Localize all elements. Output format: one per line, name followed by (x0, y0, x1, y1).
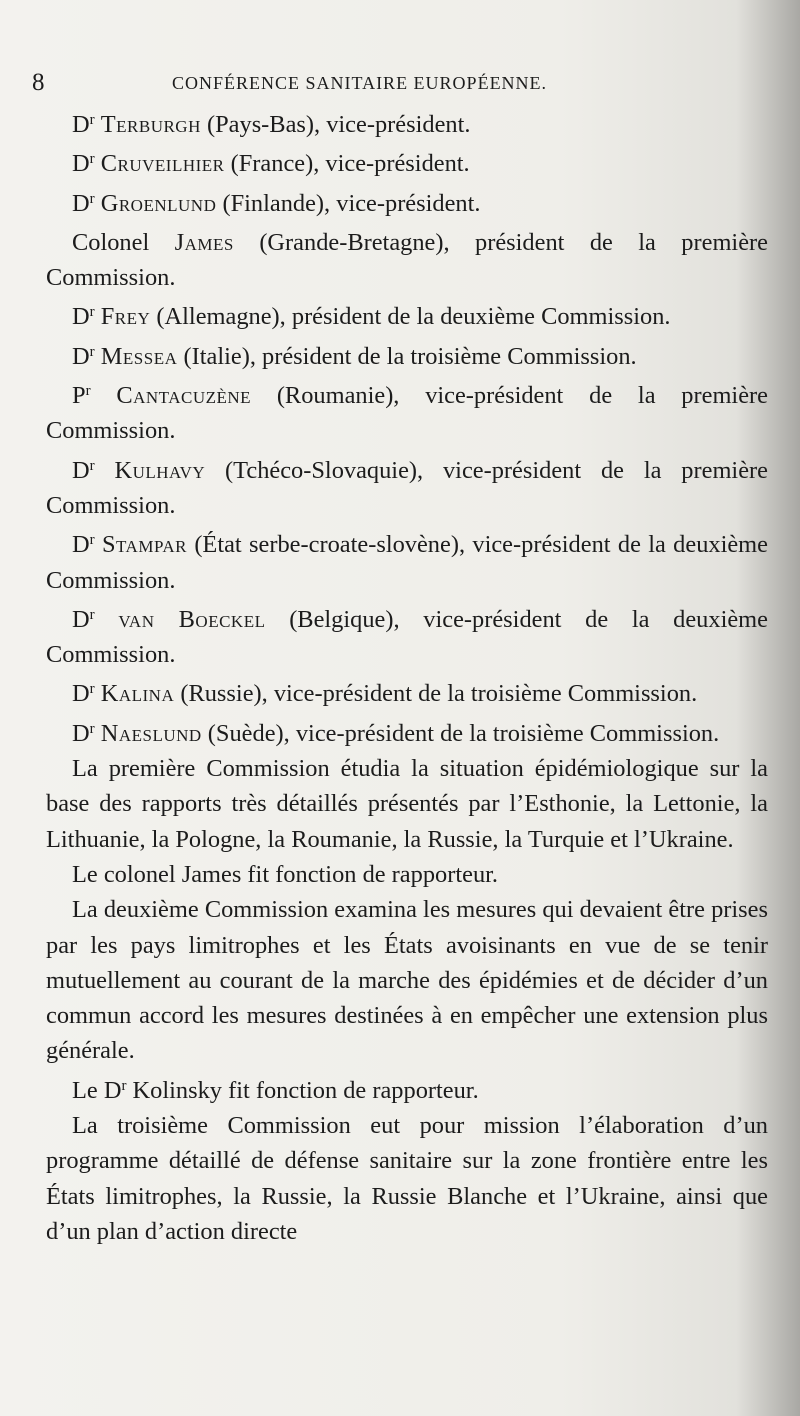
entry-kalina: $D^r$ Kalina (Russie), vice-président de la troisième Commission. (72, 680, 698, 708)
page-number: 8 (32, 69, 45, 96)
entry-james: Colonel James (Grande-Bretagne), président de la première Commission. (46, 228, 768, 292)
entry-kulhavy: $D^r$ Kulhavy (Tchéco-Slovaquie), vice-président de la première Commission. (46, 456, 768, 519)
paragraph-second-commission: La deuxième Commission examina les mesures qui devaient être prises par les pays limitrophes et les États avoisinants en vue de se tenir mutuellement au courant de la marche des épidémies et de décider d’un commun accord les mesures destinées à en empêcher une extension plus générale. (46, 896, 768, 1065)
entry-frey: $D^r$ Frey (Allemagne), président de la deuxième Commission. (72, 303, 671, 331)
entry-naeslund: $D^r$ Naeslund (Suède), vice-président de la troisième Commission. (72, 719, 720, 747)
entry-cruveilhier: $D^r$ Cruveilhier (France), vice-président. (72, 150, 470, 178)
entry-messea: $D^r$ Messea (Italie), président de la troisième Commission. (72, 342, 637, 370)
entry-stampar: $D^r$ Stampar (État serbe-croate-slovène), vice-président de la deuxième Commission. (46, 531, 768, 594)
page-body (46, 103, 768, 1249)
entry-terburgh: $D^r$ Terburgh (Pays-Bas), vice-président. (72, 111, 471, 138)
running-title: CONFÉRENCE SANITAIRE EUROPÉENNE. (172, 73, 548, 93)
paragraph-first-commission: La première Commission étudia la situation épidémiologique sur la base des rapports très détaillés présentés par l’Esthonie, la Lettonie, la Lithuanie, la Pologne, la Roumanie, la Russie, la Turquie et l’Ukraine. (46, 755, 768, 853)
entry-groenlund: $D^r$ Groenlund (Finlande), vice-président. (72, 189, 481, 217)
paragraph-third-commission: La troisième Commission eut pour mission l’élaboration d’un programme détaillé de défense sanitaire sur la zone frontière entre les États limitrophes, la Russie, la Russie Blanche et l’Ukraine, ainsi que d’un plan d’action directe (46, 1112, 768, 1245)
paragraph-rapporteur-kolinsky: Le $D^r$ Kolinsky fit fonction de rapporteur. (72, 1076, 479, 1104)
paragraph-rapporteur-james: Le colonel James fit fonction de rapporteur. (72, 860, 499, 888)
page-header (32, 66, 772, 100)
entry-cantacuzene: $P^r$ Cantacuzène (Roumanie), vice-président de la première Commission. (46, 382, 768, 445)
entry-van-boeckel: $D^r$ van Boeckel (Belgique), vice-président de la deuxième Commission. (46, 605, 768, 669)
